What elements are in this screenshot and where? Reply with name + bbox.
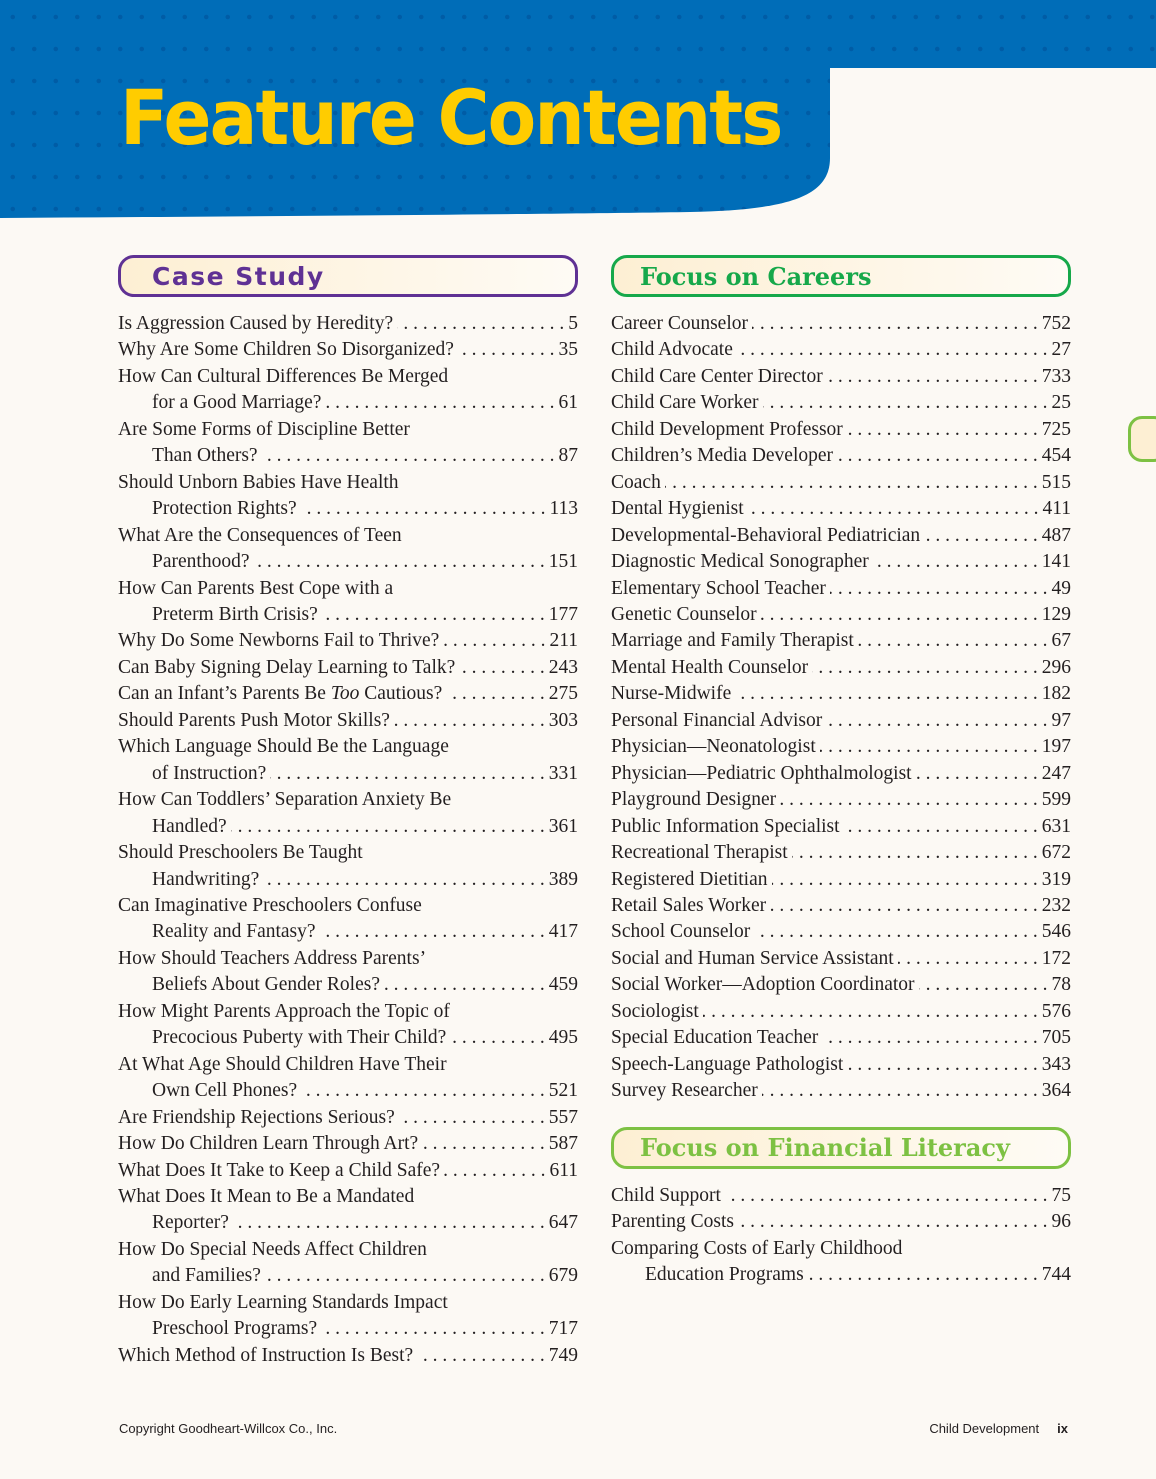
toc-entry[interactable] xyxy=(611,1209,1071,1235)
entry-title: Registered Dietitian xyxy=(611,868,768,890)
entry-title-emphasis: Too xyxy=(330,683,360,705)
toc-entry[interactable] xyxy=(118,364,578,417)
entry-title: What Are the Consequences of Teen xyxy=(118,524,402,546)
page-ref: 296 xyxy=(1041,656,1071,678)
toc-entry[interactable] xyxy=(118,337,578,363)
dot-leader xyxy=(399,1105,545,1131)
entry-title: Sociologist xyxy=(611,1000,699,1022)
entry-title: Should Unborn Babies Have Health xyxy=(118,471,399,493)
toc-entry[interactable] xyxy=(118,893,578,946)
entry-title: Social and Human Service Assistant xyxy=(611,947,894,969)
entry-title: Comparing Costs of Early Childhood xyxy=(611,1237,903,1259)
dot-leader xyxy=(450,1025,544,1051)
entry-title: Are Some Forms of Discipline Better xyxy=(118,418,410,440)
page-ref: 319 xyxy=(1041,868,1071,890)
dot-leader xyxy=(737,337,1048,363)
entry-title: Which Method of Instruction Is Best? xyxy=(118,1344,414,1366)
entry-title: Physician—Neonatologist xyxy=(611,736,816,758)
page-ref: 587 xyxy=(548,1133,578,1155)
entry-title: Special Education Teacher xyxy=(611,1027,819,1049)
toc-entry[interactable] xyxy=(611,470,1071,496)
dot-leader xyxy=(443,628,545,654)
entry-title: What Does It Take to Keep a Child Safe? xyxy=(118,1159,441,1181)
page-ref: 744 xyxy=(1041,1263,1071,1285)
page-title: Feature Contents xyxy=(120,73,782,162)
toc-entry[interactable] xyxy=(611,893,1071,919)
page-ref: 96 xyxy=(1051,1211,1071,1233)
entry-title: How Might Parents Approach the Topic of xyxy=(118,1000,450,1022)
page-ref: 78 xyxy=(1051,974,1071,996)
entry-title: How Do Special Needs Affect Children xyxy=(118,1238,427,1260)
dot-leader xyxy=(301,1078,545,1104)
toc-entry[interactable] xyxy=(611,972,1071,998)
page-ref: 454 xyxy=(1041,445,1071,467)
dot-leader xyxy=(233,1210,545,1236)
financial-literacy-header xyxy=(611,1127,1071,1169)
entry-title-continued: Preterm Birth Crisis? xyxy=(152,603,318,625)
toc-entry[interactable] xyxy=(611,787,1071,813)
entry-title: Can Imaginative Preschoolers Confuse xyxy=(118,894,422,916)
entry-title-continued: and Families? xyxy=(152,1265,261,1287)
case-study-header xyxy=(118,255,578,297)
dot-leader xyxy=(808,1262,1038,1288)
page-ref: 211 xyxy=(549,630,578,652)
entry-title-continued: Education Programs xyxy=(645,1263,804,1285)
dot-leader xyxy=(748,496,1039,522)
dot-leader xyxy=(446,681,544,707)
entry-title xyxy=(118,681,442,707)
page-ref: 27 xyxy=(1051,339,1071,361)
entry-title-continued: Handwriting? xyxy=(152,868,260,890)
entry-title: Should Parents Push Motor Skills? xyxy=(118,709,390,731)
dot-leader xyxy=(873,549,1038,575)
entry-title: Physician—Pediatric Ophthalmologist xyxy=(611,762,912,784)
page-ref: 97 xyxy=(1051,709,1071,731)
entry-title-continued: Than Others? xyxy=(152,445,258,467)
toc-entry[interactable] xyxy=(611,946,1071,972)
toc-entry[interactable] xyxy=(611,1236,1071,1289)
dot-leader xyxy=(459,655,544,681)
page-ref: 725 xyxy=(1041,418,1071,440)
page-ref: 243 xyxy=(548,656,578,678)
entry-title: Why Do Some Newborns Fail to Thrive? xyxy=(118,630,440,652)
page-ref: 495 xyxy=(548,1027,578,1049)
book-title: Child Development xyxy=(929,1421,1040,1436)
entry-title: What Does It Mean to Be a Mandated xyxy=(118,1185,415,1207)
dot-leader xyxy=(762,1078,1038,1104)
dot-leader xyxy=(770,893,1038,919)
entry-title-continued: of Instruction? xyxy=(152,762,267,784)
entry-title: At What Age Should Children Have Their xyxy=(118,1053,447,1075)
page-ref: 599 xyxy=(1041,789,1071,811)
dot-leader xyxy=(812,655,1038,681)
page-ref: 247 xyxy=(1041,762,1071,784)
dot-leader xyxy=(735,681,1038,707)
financial-literacy-list xyxy=(611,1183,1071,1289)
toc-entry[interactable] xyxy=(118,1237,578,1290)
toc-entry[interactable] xyxy=(118,523,578,576)
page-ref: 331 xyxy=(548,762,578,784)
entry-title: Survey Researcher xyxy=(611,1080,758,1102)
dot-leader xyxy=(320,919,545,945)
careers-list xyxy=(611,311,1071,1105)
dot-leader xyxy=(262,443,555,469)
toc-entry[interactable] xyxy=(118,576,578,629)
toc-entry[interactable] xyxy=(118,1158,578,1184)
page-ref: 705 xyxy=(1041,1027,1071,1049)
toc-entry[interactable] xyxy=(611,1052,1071,1078)
toc-entry[interactable] xyxy=(611,708,1071,734)
toc-entry[interactable] xyxy=(611,602,1071,628)
page-ref: 389 xyxy=(548,868,578,890)
toc-entry[interactable] xyxy=(611,576,1071,602)
page-ref: 303 xyxy=(548,709,578,731)
dot-leader xyxy=(458,337,555,363)
dot-leader xyxy=(847,1052,1037,1078)
dot-leader xyxy=(263,867,545,893)
toc-entry[interactable] xyxy=(611,814,1071,840)
dot-leader xyxy=(325,390,554,416)
dot-leader xyxy=(397,311,564,337)
page-ref: 177 xyxy=(548,603,578,625)
page-ref: 521 xyxy=(548,1080,578,1102)
dot-leader xyxy=(919,972,1048,998)
entry-title-continued: Reality and Fantasy? xyxy=(152,921,316,943)
page-ref: 49 xyxy=(1051,577,1071,599)
toc-entry[interactable] xyxy=(611,919,1071,945)
page-ref: 361 xyxy=(548,815,578,837)
dot-leader xyxy=(792,840,1038,866)
toc-entry[interactable] xyxy=(611,761,1071,787)
dot-leader xyxy=(752,311,1038,337)
entry-title: Are Friendship Rejections Serious? xyxy=(118,1106,395,1128)
careers-column xyxy=(611,255,1071,1288)
toc-entry[interactable] xyxy=(611,999,1071,1025)
dot-leader xyxy=(665,470,1038,496)
toc-entry[interactable] xyxy=(611,655,1071,681)
entry-title-continued: Precocious Puberty with Their Child? xyxy=(152,1027,447,1049)
entry-title: Child Care Center Director xyxy=(611,365,823,387)
toc-entry[interactable] xyxy=(118,417,578,470)
case-study-heading: Case Study xyxy=(152,261,325,291)
dot-leader xyxy=(703,999,1038,1025)
dot-leader xyxy=(844,814,1038,840)
entry-title: Dental Hygienist xyxy=(611,498,744,520)
dot-leader xyxy=(761,602,1038,628)
toc-entry[interactable] xyxy=(118,1343,578,1369)
entry-title-continued: Protection Rights? xyxy=(152,498,297,520)
entry-title: Personal Financial Advisor xyxy=(611,709,823,731)
dot-leader xyxy=(772,867,1038,893)
dot-leader xyxy=(830,576,1048,602)
page-ref: 275 xyxy=(548,683,578,705)
dot-leader xyxy=(754,919,1038,945)
entry-title-part: Cautious? xyxy=(359,683,443,705)
toc-entry[interactable] xyxy=(611,337,1071,363)
dot-leader xyxy=(822,1025,1037,1051)
page-ref: 546 xyxy=(1041,921,1071,943)
toc-entry[interactable] xyxy=(611,1025,1071,1051)
dot-leader xyxy=(916,761,1038,787)
page-ref: 576 xyxy=(1041,1000,1071,1022)
dot-leader xyxy=(322,602,545,628)
entry-title: Coach xyxy=(611,471,661,493)
entry-title-continued: Own Cell Phones? xyxy=(152,1080,298,1102)
page-ref: 749 xyxy=(548,1344,578,1366)
page-ref: 515 xyxy=(1041,471,1071,493)
page-ref: 5 xyxy=(568,313,578,334)
toc-entry[interactable] xyxy=(611,523,1071,549)
page-ref: 35 xyxy=(558,339,578,361)
entry-title: Children’s Media Developer xyxy=(611,445,834,467)
entry-title: How Can Toddlers’ Separation Anxiety Be xyxy=(118,789,452,811)
dot-leader xyxy=(820,734,1038,760)
entry-title: Speech-Language Pathologist xyxy=(611,1053,844,1075)
page-ref: 113 xyxy=(549,498,578,520)
entry-title: Recreational Therapist xyxy=(611,842,788,864)
entry-title: Parenting Costs xyxy=(611,1211,734,1233)
toc-entry[interactable] xyxy=(611,390,1071,416)
toc-entry[interactable] xyxy=(611,443,1071,469)
entry-title: Marriage and Family Therapist xyxy=(611,630,854,652)
dot-leader xyxy=(827,364,1038,390)
dot-leader xyxy=(898,946,1038,972)
dot-leader xyxy=(924,523,1038,549)
page-ref: 87 xyxy=(558,445,578,467)
dot-leader xyxy=(858,628,1048,654)
entry-title: How Do Early Learning Standards Impact xyxy=(118,1291,448,1313)
page-ref: 364 xyxy=(1041,1080,1071,1102)
entry-title-continued: Parenthood? xyxy=(152,551,250,573)
toc-entry[interactable] xyxy=(118,708,578,734)
page-ref: 752 xyxy=(1041,313,1071,334)
toc-entry[interactable] xyxy=(611,496,1071,522)
entry-title: How Can Cultural Differences Be Merged xyxy=(118,365,449,387)
entry-title-continued: Handled? xyxy=(152,815,227,837)
dot-leader xyxy=(826,708,1047,734)
page-ref: 172 xyxy=(1041,947,1071,969)
toc-entry[interactable] xyxy=(611,734,1071,760)
page-ref: 67 xyxy=(1051,630,1071,652)
page-ref: 672 xyxy=(1041,842,1071,864)
page-ref: 487 xyxy=(1041,524,1071,546)
entry-title-continued: Preschool Programs? xyxy=(152,1318,318,1340)
page-ref: 631 xyxy=(1041,815,1071,837)
page-ref: 197 xyxy=(1041,736,1071,758)
toc-entry[interactable] xyxy=(611,628,1071,654)
entry-title: How Should Teachers Address Parents’ xyxy=(118,947,427,969)
page-ref: 417 xyxy=(548,921,578,943)
page-ref: 25 xyxy=(1051,392,1071,414)
page-ref: 679 xyxy=(548,1265,578,1287)
copyright-text: Copyright Goodheart-Willcox Co., Inc. xyxy=(119,1421,338,1436)
page-number: ix xyxy=(1057,1421,1068,1436)
toc-entry[interactable] xyxy=(118,734,578,787)
entry-title: Should Preschoolers Be Taught xyxy=(118,842,363,864)
entry-title-continued: Beliefs About Gender Roles? xyxy=(152,974,380,996)
toc-entry[interactable] xyxy=(611,549,1071,575)
entry-title: Child Care Worker xyxy=(611,392,759,414)
toc-entry[interactable] xyxy=(118,628,578,654)
toc-entry[interactable] xyxy=(118,470,578,523)
toc-entry[interactable] xyxy=(611,681,1071,707)
entry-title: Genetic Counselor xyxy=(611,603,757,625)
dot-leader xyxy=(725,1183,1048,1209)
entry-title: Child Development Professor xyxy=(611,418,843,440)
toc-entry[interactable] xyxy=(118,655,578,681)
entry-title: Child Support xyxy=(611,1184,721,1206)
dot-leader xyxy=(253,549,544,575)
dot-leader xyxy=(738,1209,1048,1235)
page-ref: 343 xyxy=(1041,1053,1071,1075)
page-ref: 459 xyxy=(548,974,578,996)
dot-leader xyxy=(384,972,545,998)
entry-title-part: Can an Infant’s Parents Be xyxy=(118,683,331,705)
toc-entry[interactable] xyxy=(118,1131,578,1157)
toc-entry[interactable] xyxy=(611,311,1071,337)
financial-literacy-heading: Focus on Financial Literacy xyxy=(640,1133,1010,1163)
page-ref: 129 xyxy=(1041,603,1071,625)
case-study-column xyxy=(118,255,578,1369)
toc-entry[interactable] xyxy=(118,1290,578,1343)
toc-entry[interactable] xyxy=(611,867,1071,893)
toc-entry[interactable] xyxy=(118,946,578,999)
page-ref: 141 xyxy=(1041,551,1071,573)
page-ref: 557 xyxy=(548,1106,578,1128)
careers-heading: Focus on Careers xyxy=(640,261,872,291)
toc-entry[interactable] xyxy=(118,1184,578,1237)
dot-leader xyxy=(780,787,1038,813)
entry-title: How Do Children Learn Through Art? xyxy=(118,1133,419,1155)
page-ref: 733 xyxy=(1041,365,1071,387)
entry-title: Nurse-Midwife xyxy=(611,683,732,705)
toc-entry[interactable] xyxy=(611,364,1071,390)
entry-title: Child Advocate xyxy=(611,339,733,361)
dot-leader xyxy=(837,443,1038,469)
dot-leader xyxy=(763,390,1048,416)
dot-leader xyxy=(231,814,545,840)
entry-title: Social Worker—Adoption Coordinator xyxy=(611,974,915,996)
footer-book-info xyxy=(929,1421,1068,1436)
page-ref: 75 xyxy=(1051,1184,1071,1206)
entry-title-continued: Reporter? xyxy=(152,1212,229,1234)
page-ref: 647 xyxy=(548,1212,578,1234)
entry-title: Diagnostic Medical Sonographer xyxy=(611,551,869,573)
toc-entry[interactable] xyxy=(118,681,578,707)
page-ref: 232 xyxy=(1041,894,1071,916)
toc-entry[interactable] xyxy=(611,840,1071,866)
entry-title: Career Counselor xyxy=(611,313,748,334)
careers-header xyxy=(611,255,1071,297)
toc-entry[interactable] xyxy=(118,1052,578,1105)
toc-entry[interactable] xyxy=(118,311,578,337)
dot-leader xyxy=(301,496,546,522)
toc-entry[interactable] xyxy=(611,1183,1071,1209)
toc-entry[interactable] xyxy=(118,1105,578,1131)
page-ref: 411 xyxy=(1042,498,1071,520)
toc-entry[interactable] xyxy=(118,787,578,840)
entry-title: Playground Designer xyxy=(611,789,777,811)
entry-title-continued: for a Good Marriage? xyxy=(152,392,322,414)
page-ref: 611 xyxy=(549,1159,578,1181)
dot-leader xyxy=(444,1158,545,1184)
entry-title: Elementary School Teacher xyxy=(611,577,826,599)
dot-leader xyxy=(422,1131,545,1157)
entry-title: Public Information Specialist xyxy=(611,815,840,837)
entry-title: Can Baby Signing Delay Learning to Talk? xyxy=(118,656,456,678)
toc-entry[interactable] xyxy=(118,999,578,1052)
entry-title: Developmental-Behavioral Pediatrician xyxy=(611,524,921,546)
entry-title: Retail Sales Worker xyxy=(611,894,767,916)
entry-title: School Counselor xyxy=(611,921,751,943)
dot-leader xyxy=(394,708,545,734)
dot-leader xyxy=(847,417,1038,443)
case-study-list xyxy=(118,311,578,1369)
toc-entry[interactable] xyxy=(118,840,578,893)
edge-thumb-tab xyxy=(1128,416,1156,462)
dot-leader xyxy=(265,1263,545,1289)
dot-leader xyxy=(270,761,544,787)
dot-leader xyxy=(321,1316,545,1342)
entry-title: How Can Parents Best Cope with a xyxy=(118,577,394,599)
toc-entry[interactable] xyxy=(611,417,1071,443)
page-ref: 61 xyxy=(558,392,578,414)
toc-entry[interactable] xyxy=(611,1078,1071,1104)
entry-title: Why Are Some Children So Disorganized? xyxy=(118,339,454,361)
entry-title: Which Language Should Be the Language xyxy=(118,736,449,758)
entry-title: Mental Health Counselor xyxy=(611,656,809,678)
page-ref: 151 xyxy=(548,551,578,573)
entry-title: Is Aggression Caused by Heredity? xyxy=(118,313,394,334)
dot-leader xyxy=(417,1343,545,1369)
page-ref: 182 xyxy=(1041,683,1071,705)
page-ref: 717 xyxy=(548,1318,578,1340)
